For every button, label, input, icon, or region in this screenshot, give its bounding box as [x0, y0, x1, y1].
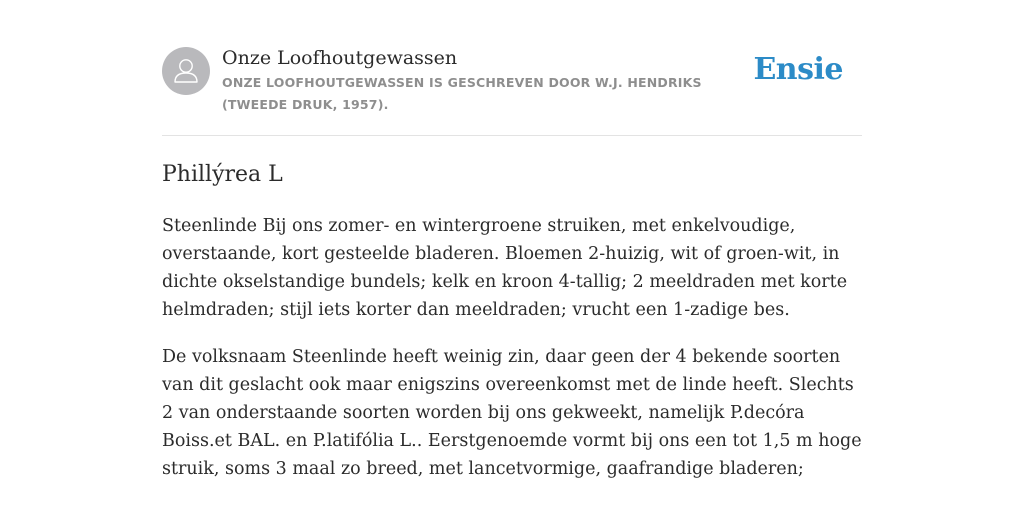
header-divider — [162, 135, 862, 136]
article-body — [162, 212, 862, 502]
article-paragraph: Steenlinde Bij ons zomer- en wintergroene struiken, met enkelvoudige, overstaande, kort gesteelde bladeren. Bloemen 2-huizig, wit of groen-wit, in dichte okselstandige bundels; kelk en kroon 4-tallig; 2 meeldraden met korte helmdraden; stijl iets korter dan meeldraden; vrucht een 1-zadige bes. — [162, 216, 848, 320]
ensie-logo[interactable]: Ensie — [753, 52, 843, 87]
book-subtitle: ONZE LOOFHOUTGEWASSEN IS GESCHREVEN DOOR W.J. HENDRIKS (TWEEDE DRUK, 1957). — [222, 75, 702, 112]
article-title: Phillýrea L — [162, 162, 283, 187]
book-title[interactable]: Onze Loofhoutgewassen — [222, 47, 458, 69]
user-placeholder-icon — [162, 47, 210, 95]
article-paragraph: De volksnaam Steenlinde heeft weinig zin, daar geen der 4 bekende soorten van dit geslacht ook maar enigszins overeenkomst met de linde heeft. Slechts 2 van onderstaande soorten worden bij ons gekweekt, namelijk P.decóra Boiss.et BAL. en P.latifólia L.. Eerstgenoemde vormt bij ons een tot 1,5 m hoge struik, soms 3 maal zo breed, met lancetvormige, gaafrandige bladeren; — [162, 347, 862, 479]
book-header — [162, 46, 862, 136]
